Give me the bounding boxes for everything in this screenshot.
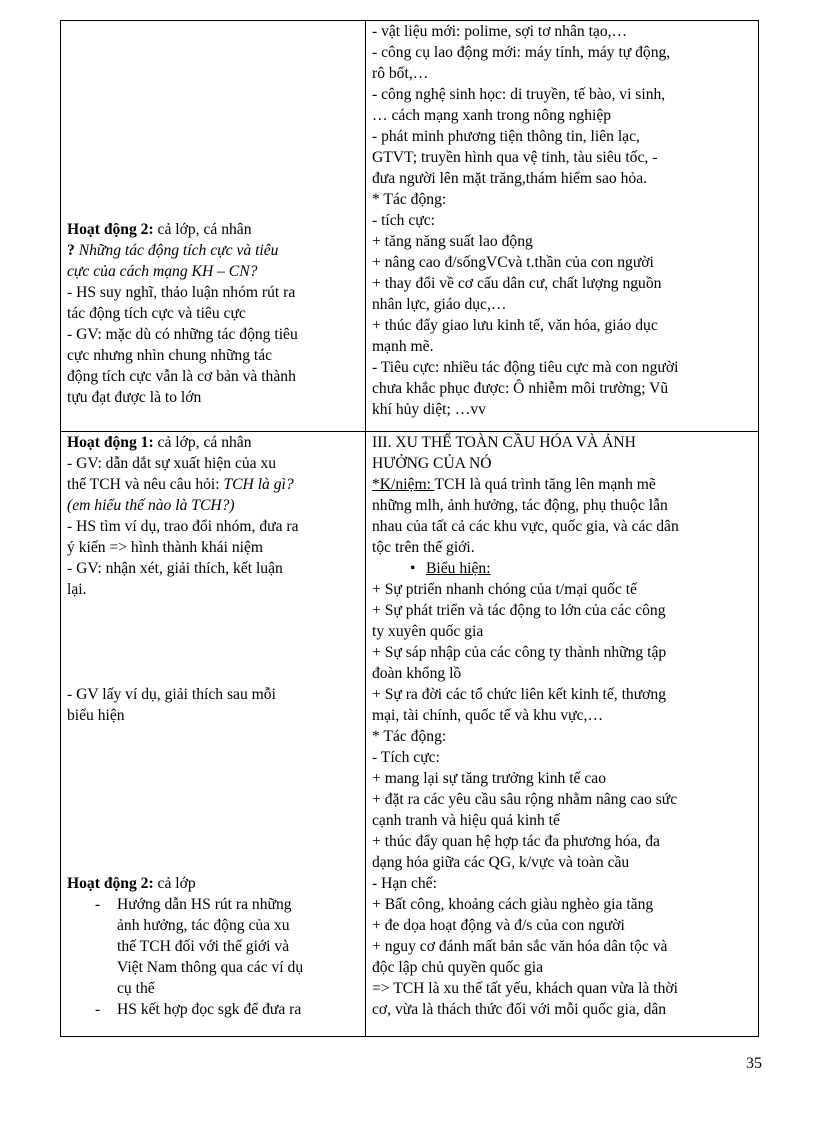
activity-title: Hoạt động 1: <box>67 434 154 451</box>
question-text: TCH là gì? <box>223 476 294 493</box>
row1-right-cell <box>366 21 759 432</box>
text-line: + nguy cơ đánh mất bản sắc văn hóa dân tộc và <box>372 938 668 955</box>
activity-heading <box>67 873 359 894</box>
text-span: thế TCH và nêu câu hỏi: <box>67 476 224 493</box>
row1-left-cell <box>61 21 366 432</box>
bullet-icon: • <box>410 560 416 577</box>
lesson-plan-table <box>60 20 759 1037</box>
text-line: những mlh, ảnh hưởng, tác động, phụ thuộc lẫn <box>372 497 668 514</box>
activity-heading <box>67 432 359 453</box>
text-line: * Tác động: <box>372 728 447 745</box>
text-line: tác động tích cực và tiêu cực <box>67 305 246 322</box>
text-line: + mang lại sự tăng trưởng kinh tế cao <box>372 770 607 787</box>
question-line: (em hiểu thế nào là TCH?) <box>67 497 235 514</box>
text-line: đưa người lên mặt trăng,thám hiểm sao hỏa. <box>372 170 648 187</box>
text-line: - GV: dẫn dắt sự xuất hiện của xu <box>67 455 277 472</box>
bullet-label: Biểu hiện: <box>426 560 491 577</box>
text-line: + Sự ra đời các tổ chức liên kết kinh tế, thương <box>372 686 667 703</box>
text-line: chưa khắc phục được: Ô nhiễm môi trường; Vũ <box>372 380 669 397</box>
text-line: + thúc đẩy giao lưu kinh tế, văn hóa, giáo dục <box>372 317 658 334</box>
text-line: động tích cực vẫn là cơ bản và thành <box>67 368 296 385</box>
text-line: lại. <box>67 581 87 598</box>
text-line: => TCH là xu thế tất yếu, khách quan vừa là thời <box>372 980 678 997</box>
text-line: - tích cực: <box>372 212 435 229</box>
question-line: cực của cách mạng KH – CN? <box>67 263 258 280</box>
text-line: ảnh hưởng, tác động của xu <box>117 917 290 934</box>
question-mark: ? <box>67 242 79 259</box>
bullet-heading <box>372 558 752 579</box>
row2-left-cell <box>61 432 366 1037</box>
text-line: nhân lực, giáo dục,… <box>372 296 507 313</box>
text-line: nhau của tất cả các khu vực, quốc gia, và các dân <box>372 518 679 535</box>
text-line: * Tác động: <box>372 191 447 208</box>
activity-heading <box>67 219 359 240</box>
section-heading: III. XU THẾ TOÀN CẦU HÓA VÀ ẢNH <box>372 434 636 451</box>
question-line <box>67 240 359 261</box>
activity-mode: cả lớp <box>153 875 196 892</box>
text-line: + đe dọa hoạt động và đ/s của con người <box>372 917 625 934</box>
text-line: + Sự ptriển nhanh chóng của t/mại quốc tế <box>372 581 637 598</box>
text-line: - Tiêu cực: nhiều tác động tiêu cực mà con người <box>372 359 679 376</box>
text-line: đoàn khổng lồ <box>372 665 462 682</box>
spacer <box>67 726 359 873</box>
text-line: + đặt ra các yêu cầu sâu rộng nhằm nâng cao sức <box>372 791 678 808</box>
text-line: - Tích cực: <box>372 749 440 766</box>
text-line: rô bốt,… <box>372 65 429 82</box>
text-line: - vật liệu mới: polime, sợi tơ nhân tạo,… <box>372 23 628 40</box>
text-line: - HS tìm ví dụ, trao đổi nhóm, đưa ra <box>67 518 299 535</box>
text-line: tựu đạt được là to lớn <box>67 389 202 406</box>
text-line: - GV: nhận xét, giải thích, kết luận <box>67 560 283 577</box>
text-line: … cách mạng xanh trong nông nghiệp <box>372 107 612 124</box>
section-heading: HƯỞNG CỦA NÓ <box>372 455 492 472</box>
dash-marker: - <box>95 1001 101 1018</box>
text-line: - GV: mặc dù có những tác động tiêu <box>67 326 298 343</box>
spacer <box>67 21 359 219</box>
text-line: + thay đổi về cơ cấu dân cư, chất lượng nguồn <box>372 275 662 292</box>
concept-label: *K/niệm: <box>372 476 435 493</box>
activity-mode: cả lớp, cá nhân <box>153 434 252 451</box>
text-line: Hướng dẫn HS rút ra những <box>117 896 292 913</box>
text-line: độc lập chủ quyền quốc gia <box>372 959 544 976</box>
dash-marker: - <box>95 896 101 913</box>
text-line: cụ thể <box>117 980 155 997</box>
text-line: cạnh tranh và hiệu quả kinh tế <box>372 812 560 829</box>
text-line: + nâng cao đ/sốngVCvà t.thần của con người <box>372 254 654 271</box>
text-line: + tăng năng suất lao động <box>372 233 533 250</box>
text-line: biểu hiện <box>67 707 125 724</box>
list-item <box>67 999 359 1020</box>
question-text: Những tác động tích cực và tiêu <box>78 242 279 259</box>
table-row <box>61 21 759 432</box>
table-row <box>61 432 759 1037</box>
activity-mode: cả lớp, cá nhân <box>153 221 252 238</box>
text-line: + thúc đẩy quan hệ hợp tác đa phương hóa, đa <box>372 833 660 850</box>
text-line: + Sự sáp nhập của các công ty thành những tập <box>372 644 667 661</box>
concept-line <box>372 474 752 495</box>
page-number: 35 <box>746 1055 762 1072</box>
text-line: cực nhưng nhìn chung những tác <box>67 347 273 364</box>
text-line: - HS suy nghĩ, thảo luận nhóm rút ra <box>67 284 296 301</box>
text-line: ty xuyên quốc gia <box>372 623 484 640</box>
text-line: - Hạn chế: <box>372 875 437 892</box>
text-line: - phát minh phương tiện thông tin, liên lạc, <box>372 128 640 145</box>
text-line <box>67 474 359 495</box>
text-line: thế TCH đối với thế giới và <box>117 938 290 955</box>
text-line: - GV lấy ví dụ, giải thích sau mỗi <box>67 686 276 703</box>
text-line: mạnh mẽ. <box>372 338 434 355</box>
text-line: Việt Nam thông qua các ví dụ <box>117 959 304 976</box>
spacer <box>67 600 359 684</box>
activity-title: Hoạt động 2: <box>67 875 154 892</box>
text-line: - công cụ lao động mới: máy tính, máy tự động, <box>372 44 671 61</box>
row2-right-cell <box>366 432 759 1037</box>
text-line: - công nghệ sinh học: di truyền, tế bào, vi sinh, <box>372 86 666 103</box>
text-line: tộc trên thế giới. <box>372 539 475 556</box>
text-line: GTVT; truyền hình qua vệ tinh, tàu siêu tốc, - <box>372 149 658 166</box>
text-line: khí hủy diệt; …vv <box>372 401 486 418</box>
list-item <box>67 894 359 999</box>
text-line: + Bất công, khoảng cách giàu nghèo gia tăng <box>372 896 654 913</box>
text-line: HS kết hợp đọc sgk để đưa ra <box>117 1001 302 1018</box>
text-line: cơ, vừa là thách thức đối với mỗi quốc gia, dân <box>372 1001 667 1018</box>
activity-title: Hoạt động 2: <box>67 221 154 238</box>
text-span: TCH là quá trình tăng lên mạnh mẽ <box>434 476 656 493</box>
text-line: mại, tài chính, quốc tế và khu vực,… <box>372 707 604 724</box>
text-line: dạng hóa giữa các QG, k/vực và toàn cầu <box>372 854 630 871</box>
text-line: ý kiến => hình thành khái niệm <box>67 539 264 556</box>
text-line: + Sự phát triển và tác động to lớn của các công <box>372 602 666 619</box>
